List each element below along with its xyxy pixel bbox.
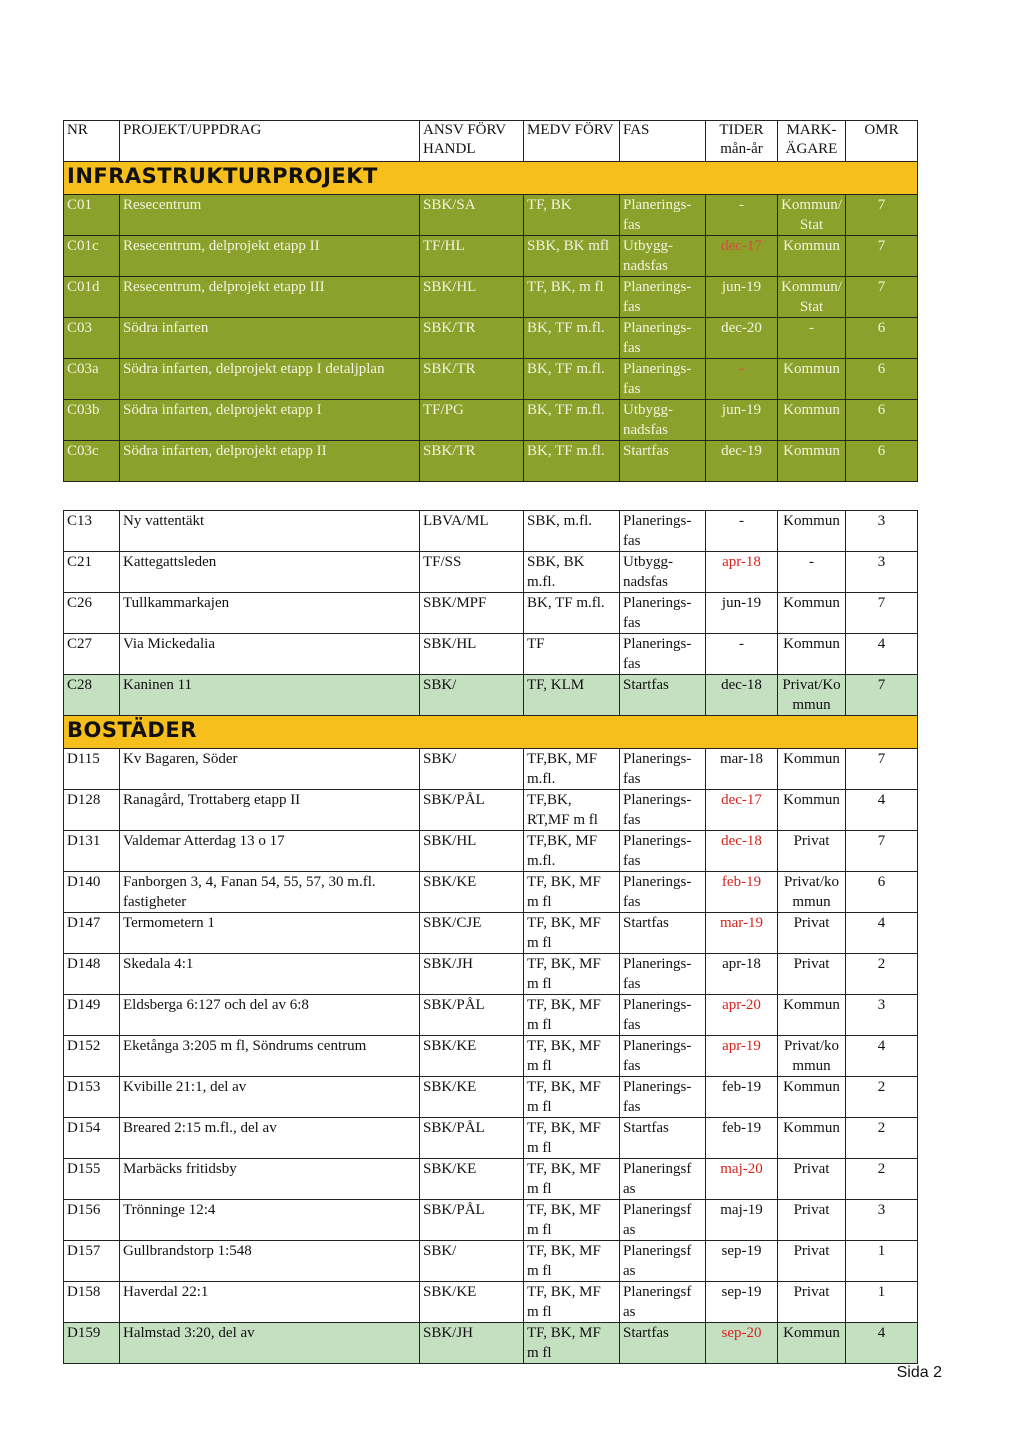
cell-medv: BK, TF m.fl.	[524, 318, 620, 359]
section-title: INFRASTRUKTURPROJEKT	[67, 164, 378, 188]
cell-projekt: Haverdal 22:1	[120, 1282, 420, 1323]
table-row	[64, 1200, 918, 1241]
table-row	[64, 1159, 918, 1200]
cell-ansv: SBK/PÅL	[420, 995, 524, 1036]
cell-fas: Planerings-fas	[620, 1077, 706, 1118]
cell-markagare: Kommun	[778, 236, 846, 277]
table-row	[64, 1323, 918, 1364]
table-row	[64, 441, 918, 482]
cell-nr: C03c	[64, 441, 120, 482]
cell-ansv: SBK/JH	[420, 1323, 524, 1364]
cell-omr: 3	[846, 1200, 918, 1241]
cell-fas: Planerings-fas	[620, 1036, 706, 1077]
cell-tider: dec-17	[706, 236, 778, 277]
cell-projekt: Breared 2:15 m.fl., del av	[120, 1118, 420, 1159]
cell-medv: TF, BK, MF m fl	[524, 1159, 620, 1200]
cell-tider: sep-20	[706, 1323, 778, 1364]
cell-medv: BK, TF m.fl.	[524, 400, 620, 441]
cell-markagare: Kommun	[778, 400, 846, 441]
cell-fas: Planerings-fas	[620, 593, 706, 634]
cell-markagare: Kommun	[778, 1077, 846, 1118]
cell-omr: 1	[846, 1282, 918, 1323]
cell-ansv: TF/HL	[420, 236, 524, 277]
cell-medv: TF, BK, MF m fl	[524, 1323, 620, 1364]
cell-ansv: TF/SS	[420, 552, 524, 593]
cell-nr: D155	[64, 1159, 120, 1200]
cell-nr: D157	[64, 1241, 120, 1282]
cell-projekt: Kaninen 11	[120, 675, 420, 716]
cell-markagare: -	[778, 318, 846, 359]
cell-fas: Planerings-fas	[620, 359, 706, 400]
col-header-tider: TIDER mån-år	[706, 121, 778, 162]
cell-markagare: Kommun	[778, 1118, 846, 1159]
cell-omr: 7	[846, 277, 918, 318]
cell-markagare: Privat	[778, 1241, 846, 1282]
cell-markagare: Kommun/ Stat	[778, 195, 846, 236]
cell-medv: TF, BK, MF m fl	[524, 913, 620, 954]
table-row	[64, 552, 918, 593]
cell-tider: jun-19	[706, 277, 778, 318]
cell-ansv: SBK/HL	[420, 831, 524, 872]
table-row	[64, 913, 918, 954]
cell-medv: SBK, m.fl.	[524, 511, 620, 552]
cell-fas: Planerings-fas	[620, 872, 706, 913]
table-row	[64, 872, 918, 913]
cell-nr: C21	[64, 552, 120, 593]
cell-fas: Planerings-fas	[620, 790, 706, 831]
cell-projekt: Kattegattsleden	[120, 552, 420, 593]
col-header-medv: MEDV FÖRV	[524, 121, 620, 162]
table-row	[64, 831, 918, 872]
cell-omr: 4	[846, 790, 918, 831]
cell-medv: TF, BK, MF m fl	[524, 1241, 620, 1282]
col-header-projekt: PROJEKT/UPPDRAG	[120, 121, 420, 162]
cell-fas: Planeringsf as	[620, 1241, 706, 1282]
cell-ansv: SBK/CJE	[420, 913, 524, 954]
cell-tider: sep-19	[706, 1282, 778, 1323]
cell-projekt: Kv Bagaren, Söder	[120, 749, 420, 790]
cell-projekt: Södra infarten	[120, 318, 420, 359]
table-row	[64, 1241, 918, 1282]
cell-projekt: Resecentrum, delprojekt etapp III	[120, 277, 420, 318]
cell-markagare: Privat	[778, 954, 846, 995]
cell-markagare: Privat	[778, 1200, 846, 1241]
cell-ansv: SBK/	[420, 1241, 524, 1282]
cell-markagare: Kommun/ Stat	[778, 277, 846, 318]
cell-omr: 7	[846, 236, 918, 277]
cell-markagare: Kommun	[778, 511, 846, 552]
cell-projekt: Via Mickedalia	[120, 634, 420, 675]
cell-fas: Startfas	[620, 913, 706, 954]
cell-ansv: LBVA/ML	[420, 511, 524, 552]
cell-nr: C03a	[64, 359, 120, 400]
cell-ansv: SBK/KE	[420, 1159, 524, 1200]
cell-fas: Planerings-fas	[620, 195, 706, 236]
cell-projekt: Marbäcks fritidsby	[120, 1159, 420, 1200]
cell-ansv: SBK/KE	[420, 1282, 524, 1323]
cell-projekt: Ranagård, Trottaberg etapp II	[120, 790, 420, 831]
cell-nr: D154	[64, 1118, 120, 1159]
spacer-cell	[64, 482, 918, 511]
cell-nr: D131	[64, 831, 120, 872]
section-header	[64, 162, 918, 195]
table-row	[64, 995, 918, 1036]
cell-medv: TF, BK, MF m fl	[524, 872, 620, 913]
cell-ansv: SBK/TR	[420, 441, 524, 482]
cell-nr: D140	[64, 872, 120, 913]
cell-omr: 7	[846, 593, 918, 634]
cell-medv: BK, TF m.fl.	[524, 593, 620, 634]
cell-markagare: Kommun	[778, 749, 846, 790]
cell-fas: Planerings-fas	[620, 277, 706, 318]
cell-tider: feb-19	[706, 872, 778, 913]
cell-omr: 6	[846, 359, 918, 400]
cell-fas: Startfas	[620, 675, 706, 716]
cell-projekt: Skedala 4:1	[120, 954, 420, 995]
cell-fas: Planerings-fas	[620, 318, 706, 359]
cell-fas: Planerings-fas	[620, 634, 706, 675]
section-header	[64, 716, 918, 749]
cell-nr: C01d	[64, 277, 120, 318]
cell-ansv: SBK/HL	[420, 277, 524, 318]
cell-markagare: Kommun	[778, 593, 846, 634]
cell-tider: jun-19	[706, 400, 778, 441]
cell-omr: 3	[846, 995, 918, 1036]
cell-medv: TF,BK, RT,MF m fl	[524, 790, 620, 831]
cell-nr: D159	[64, 1323, 120, 1364]
cell-tider: apr-18	[706, 552, 778, 593]
col-header-nr: NR	[64, 121, 120, 162]
cell-projekt: Fanborgen 3, 4, Fanan 54, 55, 57, 30 m.fl. fastigheter	[120, 872, 420, 913]
table-row	[64, 277, 918, 318]
cell-medv: TF	[524, 634, 620, 675]
section-header-cell	[64, 162, 918, 195]
cell-projekt: Halmstad 3:20, del av	[120, 1323, 420, 1364]
cell-fas: Utbygg-nadsfas	[620, 400, 706, 441]
cell-medv: TF, BK, MF m fl	[524, 995, 620, 1036]
cell-tider: mar-19	[706, 913, 778, 954]
cell-nr: D153	[64, 1077, 120, 1118]
table-body	[64, 162, 918, 1364]
cell-ansv: SBK/MPF	[420, 593, 524, 634]
cell-omr: 6	[846, 400, 918, 441]
cell-projekt: Gullbrandstorp 1:548	[120, 1241, 420, 1282]
cell-tider: maj-20	[706, 1159, 778, 1200]
cell-medv: TF, BK, m fl	[524, 277, 620, 318]
cell-nr: C13	[64, 511, 120, 552]
cell-fas: Planeringsf as	[620, 1282, 706, 1323]
cell-tider: feb-19	[706, 1118, 778, 1159]
cell-tider: apr-19	[706, 1036, 778, 1077]
cell-omr: 2	[846, 954, 918, 995]
page-number: Sida 2	[896, 1364, 942, 1381]
cell-medv: BK, TF m.fl.	[524, 359, 620, 400]
cell-nr: C27	[64, 634, 120, 675]
cell-ansv: SBK/	[420, 749, 524, 790]
cell-nr: D128	[64, 790, 120, 831]
table-header-row	[64, 121, 918, 162]
cell-ansv: SBK/KE	[420, 1077, 524, 1118]
cell-ansv: SBK/JH	[420, 954, 524, 995]
cell-omr: 6	[846, 441, 918, 482]
cell-omr: 2	[846, 1159, 918, 1200]
cell-nr: D147	[64, 913, 120, 954]
cell-tider: dec-19	[706, 441, 778, 482]
cell-ansv: SBK/	[420, 675, 524, 716]
cell-nr: C26	[64, 593, 120, 634]
cell-ansv: TF/PG	[420, 400, 524, 441]
cell-markagare: Privat	[778, 831, 846, 872]
cell-ansv: SBK/HL	[420, 634, 524, 675]
table-row	[64, 400, 918, 441]
cell-tider: -	[706, 634, 778, 675]
cell-omr: 2	[846, 1118, 918, 1159]
cell-nr: C01c	[64, 236, 120, 277]
table-row	[64, 511, 918, 552]
cell-projekt: Termometern 1	[120, 913, 420, 954]
cell-projekt: Södra infarten, delprojekt etapp II	[120, 441, 420, 482]
cell-fas: Planeringsf as	[620, 1200, 706, 1241]
cell-markagare: Privat	[778, 1159, 846, 1200]
cell-omr: 4	[846, 634, 918, 675]
cell-omr: 3	[846, 552, 918, 593]
table-row	[64, 790, 918, 831]
cell-projekt: Resecentrum, delprojekt etapp II	[120, 236, 420, 277]
cell-ansv: SBK/KE	[420, 872, 524, 913]
cell-tider: -	[706, 359, 778, 400]
project-table	[63, 120, 918, 1364]
table-row	[64, 749, 918, 790]
cell-projekt: Tullkammarkajen	[120, 593, 420, 634]
cell-medv: SBK, BK mfl	[524, 236, 620, 277]
cell-tider: dec-17	[706, 790, 778, 831]
cell-tider: feb-19	[706, 1077, 778, 1118]
cell-medv: BK, TF m.fl.	[524, 441, 620, 482]
cell-markagare: Privat	[778, 913, 846, 954]
cell-omr: 4	[846, 913, 918, 954]
table-row	[64, 593, 918, 634]
cell-markagare: Privat	[778, 1282, 846, 1323]
cell-nr: D149	[64, 995, 120, 1036]
cell-nr: C28	[64, 675, 120, 716]
cell-tider: apr-18	[706, 954, 778, 995]
cell-tider: apr-20	[706, 995, 778, 1036]
cell-projekt: Södra infarten, delprojekt etapp I	[120, 400, 420, 441]
cell-fas: Startfas	[620, 1118, 706, 1159]
table-row	[64, 318, 918, 359]
cell-omr: 6	[846, 872, 918, 913]
cell-nr: C03b	[64, 400, 120, 441]
cell-fas: Planerings-fas	[620, 831, 706, 872]
cell-tider: sep-19	[706, 1241, 778, 1282]
table-row	[64, 359, 918, 400]
cell-fas: Startfas	[620, 1323, 706, 1364]
cell-omr: 4	[846, 1036, 918, 1077]
cell-ansv: SBK/TR	[420, 318, 524, 359]
cell-nr: D152	[64, 1036, 120, 1077]
cell-ansv: SBK/TR	[420, 359, 524, 400]
section-title: BOSTÄDER	[67, 718, 197, 742]
cell-omr: 2	[846, 1077, 918, 1118]
cell-omr: 7	[846, 831, 918, 872]
cell-tider: maj-19	[706, 1200, 778, 1241]
cell-ansv: SBK/PÅL	[420, 1118, 524, 1159]
section-header-cell	[64, 716, 918, 749]
table-row	[64, 954, 918, 995]
cell-medv: TF, BK	[524, 195, 620, 236]
cell-markagare: Kommun	[778, 441, 846, 482]
col-header-fas: FAS	[620, 121, 706, 162]
cell-markagare: Kommun	[778, 1323, 846, 1364]
cell-fas: Startfas	[620, 441, 706, 482]
table-row	[64, 195, 918, 236]
cell-markagare: Privat/ko mmun	[778, 1036, 846, 1077]
cell-ansv: SBK/SA	[420, 195, 524, 236]
table-row	[64, 634, 918, 675]
col-header-markagare: MARK-ÄGARE	[778, 121, 846, 162]
cell-fas: Planerings-fas	[620, 511, 706, 552]
cell-fas: Planerings-fas	[620, 995, 706, 1036]
cell-nr: D148	[64, 954, 120, 995]
cell-projekt: Trönninge 12:4	[120, 1200, 420, 1241]
cell-medv: TF, BK, MF m fl	[524, 1036, 620, 1077]
col-header-ansv: ANSV FÖRV HANDL	[420, 121, 524, 162]
cell-markagare: Privat/Ko mmun	[778, 675, 846, 716]
cell-markagare: -	[778, 552, 846, 593]
cell-fas: Utbygg-nadsfas	[620, 236, 706, 277]
cell-markagare: Kommun	[778, 790, 846, 831]
cell-nr: D115	[64, 749, 120, 790]
cell-tider: dec-20	[706, 318, 778, 359]
cell-tider: jun-19	[706, 593, 778, 634]
section-spacer	[64, 482, 918, 511]
cell-projekt: Eketånga 3:205 m fl, Söndrums centrum	[120, 1036, 420, 1077]
cell-tider: dec-18	[706, 831, 778, 872]
cell-omr: 3	[846, 511, 918, 552]
cell-omr: 6	[846, 318, 918, 359]
cell-medv: TF, BK, MF m fl	[524, 954, 620, 995]
cell-medv: TF,BK, MF m.fl.	[524, 831, 620, 872]
cell-medv: TF, BK, MF m fl	[524, 1118, 620, 1159]
cell-projekt: Södra infarten, delprojekt etapp I detaljplan	[120, 359, 420, 400]
cell-markagare: Kommun	[778, 359, 846, 400]
cell-markagare: Privat/ko mmun	[778, 872, 846, 913]
cell-nr: C01	[64, 195, 120, 236]
table-row	[64, 236, 918, 277]
cell-nr: D158	[64, 1282, 120, 1323]
table-row	[64, 1118, 918, 1159]
col-header-omr: OMR	[846, 121, 918, 162]
cell-projekt: Eldsberga 6:127 och del av 6:8	[120, 995, 420, 1036]
cell-omr: 7	[846, 749, 918, 790]
table-row	[64, 1282, 918, 1323]
cell-medv: SBK, BK m.fl.	[524, 552, 620, 593]
cell-omr: 4	[846, 1323, 918, 1364]
table-row	[64, 1036, 918, 1077]
cell-ansv: SBK/PÅL	[420, 1200, 524, 1241]
cell-ansv: SBK/KE	[420, 1036, 524, 1077]
cell-tider: dec-18	[706, 675, 778, 716]
cell-medv: TF, KLM	[524, 675, 620, 716]
cell-tider: -	[706, 511, 778, 552]
cell-medv: TF, BK, MF m fl	[524, 1077, 620, 1118]
cell-fas: Utbygg-nadsfas	[620, 552, 706, 593]
cell-fas: Planeringsf as	[620, 1159, 706, 1200]
cell-fas: Planerings-fas	[620, 954, 706, 995]
cell-nr: C03	[64, 318, 120, 359]
cell-medv: TF, BK, MF m fl	[524, 1282, 620, 1323]
cell-ansv: SBK/PÅL	[420, 790, 524, 831]
cell-markagare: Kommun	[778, 995, 846, 1036]
cell-projekt: Valdemar Atterdag 13 o 17	[120, 831, 420, 872]
cell-omr: 7	[846, 195, 918, 236]
cell-fas: Planerings-fas	[620, 749, 706, 790]
table-row	[64, 675, 918, 716]
cell-tider: -	[706, 195, 778, 236]
cell-projekt: Kvibille 21:1, del av	[120, 1077, 420, 1118]
cell-projekt: Resecentrum	[120, 195, 420, 236]
cell-projekt: Ny vattentäkt	[120, 511, 420, 552]
table-row	[64, 1077, 918, 1118]
cell-markagare: Kommun	[778, 634, 846, 675]
cell-omr: 1	[846, 1241, 918, 1282]
cell-medv: TF,BK, MF m.fl.	[524, 749, 620, 790]
cell-omr: 7	[846, 675, 918, 716]
cell-tider: mar-18	[706, 749, 778, 790]
cell-medv: TF, BK, MF m fl	[524, 1200, 620, 1241]
cell-nr: D156	[64, 1200, 120, 1241]
